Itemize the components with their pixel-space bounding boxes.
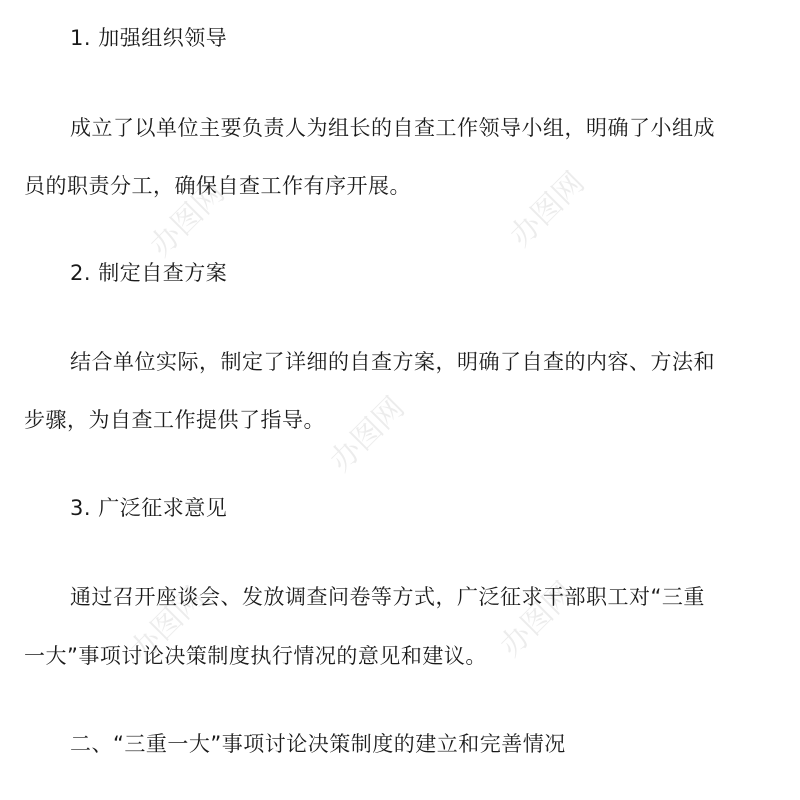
paragraph-line: 成立了以单位主要负责人为组长的自查工作领导小组，明确了小组成 [70, 116, 715, 140]
watermark: 办图网 [143, 175, 232, 264]
paragraph-line: 通过召开座谈会、发放调查问卷等方式，广泛征求干部职工对“三重 [70, 585, 705, 609]
watermark: 办图网 [503, 165, 592, 254]
paragraph-line: 结合单位实际，制定了详细的自查方案，明确了自查的内容、方法和 [70, 350, 715, 374]
item-heading: 1. 加强组织领导 [70, 26, 228, 50]
paragraph-line: 步骤，为自查工作提供了指导。 [24, 408, 325, 432]
watermark: 办图网 [323, 390, 412, 479]
item-heading: 3. 广泛征求意见 [70, 496, 228, 520]
watermark: 办图网 [123, 580, 212, 669]
paragraph-line: 一大”事项讨论决策制度执行情况的意见和建议。 [24, 644, 487, 668]
paragraph-line: 员的职责分工，确保自查工作有序开展。 [24, 174, 411, 198]
section-heading: 二、“三重一大”事项讨论决策制度的建立和完善情况 [70, 732, 566, 756]
watermark: 办图网 [493, 575, 582, 664]
item-heading: 2. 制定自查方案 [70, 261, 228, 285]
